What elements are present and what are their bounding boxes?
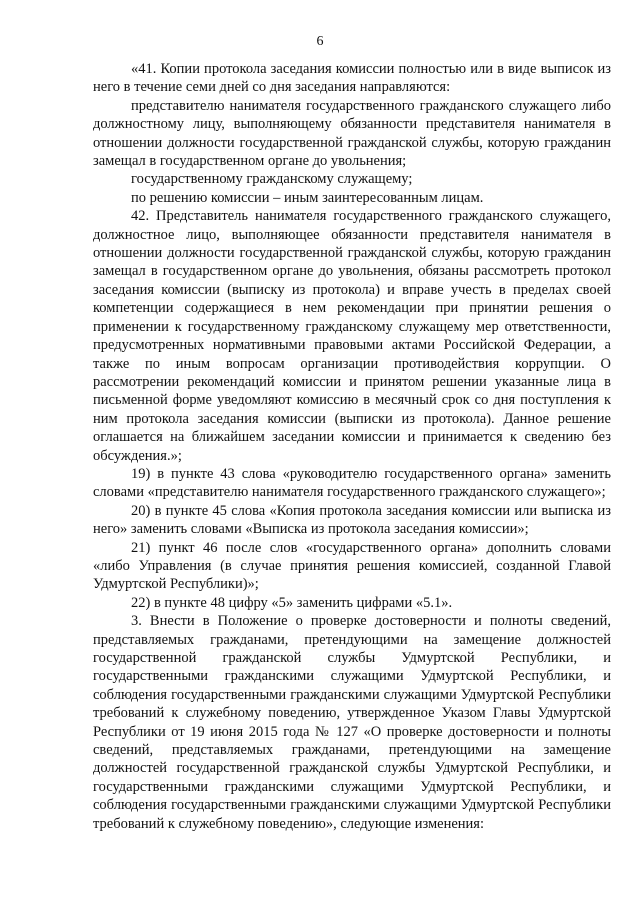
paragraph-item-21: 21) пункт 46 после слов «государственного органа» дополнить словами «либо Управления (в случае принятия решения комиссией, созданной Главой Удмуртской Республики)»; xyxy=(93,539,611,593)
document-body xyxy=(93,60,611,833)
page-number: 6 xyxy=(316,34,324,49)
paragraph-41-recipient-employer: представителю нанимателя государственного гражданского служащего либо должностному лицу, выполняющему обязанности представителя нанимателя в отношении должности государственной гражданской службы, которую гражданин замещал в государственном органе до увольнения; xyxy=(93,97,611,170)
paragraph-item-22: 22) в пункте 48 цифру «5» заменить цифрами «5.1». xyxy=(131,594,453,611)
paragraph-42: 42. Представитель нанимателя государственного гражданского служащего, должностное лицо, выполняющее обязанности представителя нанимателя в отношении должности государственной гражданской службы, которую гражданин замещал в государственном органе до увольнения, обязаны рассмотреть протокол заседания комиссии (выписку из протокола) и вправе учесть в пределах своей компетенции содержащиеся в нем рекомендации при принятии решения о применении к государственному гражданскому служащему мер ответственности, предусмотренных нормативными правовыми актами Российской Федерации, а также по иным вопросам организации противодействия коррупции. О рассмотрении рекомендаций комиссии и принятом решении указанные лица в письменной форме уведомляют комиссию в месячный срок со дня поступления к ним протокола заседания комиссии (выписки из протокола). Данное решение оглашается на ближайшем заседании комиссии и принимается к сведению без обсуждения.»; xyxy=(93,208,611,464)
paragraph-item-19: 19) в пункте 43 слова «руководителю государственного органа» заменить словами «представителю нанимателя государственного гражданского служащего»; xyxy=(93,465,611,501)
paragraph-item-20: 20) в пункте 45 слова «Копия протокола заседания комиссии или выписка из него» заменить словами «Выписка из протокола заседания комиссии»; xyxy=(93,502,611,538)
paragraph-41-recipient-servant: государственному гражданскому служащему; xyxy=(131,171,413,188)
paragraph-41-recipient-others: по решению комиссии – иным заинтересованным лицам. xyxy=(131,189,484,206)
paragraph-section-3: 3. Внести в Положение о проверке достоверности и полноты сведений, представляемых гражданами, претендующими на замещение должностей государственной гражданской службы Удмуртской Республики, и государственными гражданскими служащими Удмуртской Республики, и соблюдения государственными гражданскими служащими Удмуртской Республики требований к служебному поведению, утвержденное Указом Главы Удмуртской Республики от 19 июня 2015 года № 127 «О проверке достоверности и полноты сведений, представляемых гражданами, претендующими на замещение должностей государственной гражданской службы Удмуртской Республики, и государственными гражданскими служащими Удмуртской Республики, и соблюдения государственными гражданскими служащими Удмуртской Республики требований к служебному поведению», следующие изменения: xyxy=(93,613,611,832)
paragraph-41-intro: «41. Копии протокола заседания комиссии полностью или в виде выписок из него в течение семи дней со дня заседания направляются: xyxy=(93,61,611,96)
